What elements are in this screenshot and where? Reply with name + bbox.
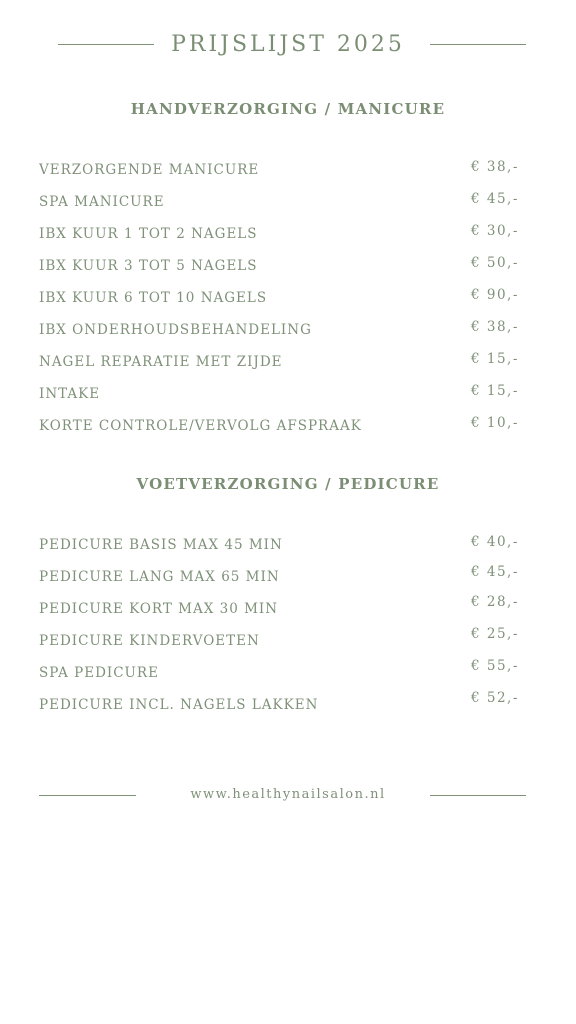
item-name: PEDICURE KORT MAX 30 MIN	[39, 601, 279, 617]
price-item	[0, 159, 576, 182]
item-price: € 50,-	[471, 255, 519, 271]
item-name: SPA MANICURE	[39, 194, 165, 210]
title-rule-right	[430, 44, 526, 45]
price-item	[0, 594, 576, 621]
item-name: IBX ONDERHOUDSBEHANDELING	[39, 322, 312, 338]
item-name: PEDICURE BASIS MAX 45 MIN	[39, 537, 283, 553]
item-price: € 28,-	[471, 594, 519, 610]
price-item	[0, 287, 576, 310]
price-item	[0, 351, 576, 374]
section-heading-pedicure: VOETVERZORGING / PEDICURE	[136, 475, 440, 493]
item-name: IBX KUUR 3 TOT 5 NAGELS	[39, 258, 258, 274]
price-item	[0, 626, 576, 653]
item-price: € 15,-	[471, 383, 519, 399]
item-price: € 38,-	[471, 159, 519, 175]
price-item	[0, 534, 576, 557]
item-price: € 10,-	[471, 415, 519, 431]
item-name: PEDICURE LANG MAX 65 MIN	[39, 569, 280, 585]
item-name: INTAKE	[39, 386, 101, 402]
item-name: NAGEL REPARATIE MET ZIJDE	[39, 354, 283, 370]
price-item	[0, 255, 576, 278]
price-item	[0, 383, 576, 406]
section-heading-manicure: HANDVERZORGING / MANICURE	[130, 100, 446, 118]
item-name: SPA PEDICURE	[39, 665, 159, 681]
price-item	[0, 191, 576, 214]
footer-row	[0, 784, 576, 806]
item-price: € 55,-	[471, 658, 519, 674]
item-price: € 52,-	[471, 690, 519, 706]
item-price: € 45,-	[471, 564, 519, 580]
item-price: € 38,-	[471, 319, 519, 335]
item-price: € 40,-	[471, 534, 519, 550]
item-price: € 45,-	[471, 191, 519, 207]
item-price: € 25,-	[471, 626, 519, 642]
item-name: KORTE CONTROLE/VERVOLG AFSPRAAK	[39, 418, 362, 434]
item-price: € 90,-	[471, 287, 519, 303]
item-name: IBX KUUR 1 TOT 2 NAGELS	[39, 226, 258, 242]
page-title: PRIJSLIJST 2025	[171, 32, 405, 57]
item-price: € 30,-	[471, 223, 519, 239]
price-item	[0, 319, 576, 342]
item-name: PEDICURE KINDERVOETEN	[39, 633, 260, 649]
item-name: IBX KUUR 6 TOT 10 NAGELS	[39, 290, 268, 306]
price-item	[0, 564, 576, 589]
item-price: € 15,-	[471, 351, 519, 367]
item-name: PEDICURE INCL. NAGELS LAKKEN	[39, 697, 319, 713]
footer-rule-right	[430, 795, 526, 796]
price-item	[0, 690, 576, 717]
item-name: VERZORGENDE MANICURE	[39, 162, 260, 178]
price-item	[0, 415, 576, 438]
website-link[interactable]: www.healthynailsalon.nl	[190, 787, 386, 802]
title-row	[0, 28, 576, 62]
price-item	[0, 223, 576, 246]
price-item	[0, 658, 576, 685]
